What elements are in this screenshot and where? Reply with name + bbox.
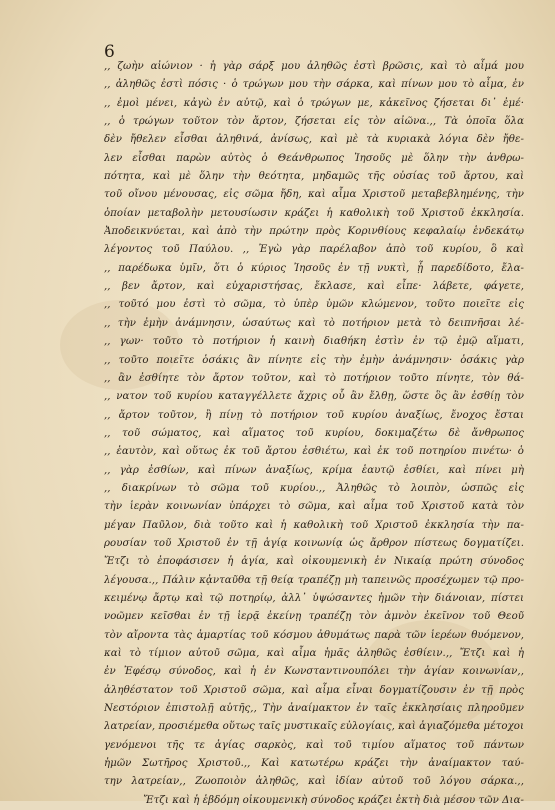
text-line: ,, ζωὴν αἰώνιον · ἡ γὰρ σάρξ μου ἀληθῶς ἐστὶ βρῶσις, καὶ τὸ αἷμά μου bbox=[104, 61, 524, 72]
text-line: λεν εἶσθαι παρὼν αὐτὸς ὁ Θεάνθρωπος Ἰησοῦς μὲ ὅλην τὴν ἀνθρω- bbox=[104, 152, 524, 164]
text-line: την λατρείαν,, Ζωοποιὸν ἀληθῶς, καὶ ἰδίαν αὐτοῦ τοῦ λόγου σάρκα.,, bbox=[104, 776, 524, 788]
text-line: ,, διακρίνων τὸ σῶμα τοῦ κυρίου.,, Ἀληθῶς τὸ λοιπὸν, ὡσπῶς εἰς bbox=[104, 482, 524, 494]
text-line: νοῶμεν κεῖσθαι ἐν τῇ ἱερᾷ ἐκείνῃ τραπέζῃ τὸν ἀμνὸν ἐκεῖνον τοῦ Θεοῦ bbox=[104, 611, 524, 623]
text-line: ,, τοῦτο ποιεῖτε ὁσάκις ἂν πίνητε εἰς τὴν ἐμὴν ἀνάμνησιν· ὁσάκις γὰρ bbox=[104, 354, 524, 366]
text-line: ,, ἂν ἐσθίητε τὸν ἄρτον τοῦτον, καὶ τὸ ποτήριον τοῦτο πίνητε, τὸν θά- bbox=[104, 372, 524, 384]
text-line: γενόμενοι τῆς τε ἁγίας σαρκὸς, καὶ τοῦ τιμίου αἵματος τοῦ πάντων bbox=[104, 739, 524, 751]
text-line: Νεστόριον ἐπιστολῇ αὐτῆς,, Τὴν ἀναίμακτον ἐν ταῖς ἐκκλησίαις πληροῦμεν bbox=[104, 703, 524, 715]
text-line: ἡμῶν Σωτῆρος Χριστοῦ.,, Καὶ κατωτέρω κράζει τὴν ἀναίμακτον ταύ- bbox=[104, 758, 524, 770]
text-line: ὁποίαν μεταβολὴν μετουσίωσιν κράζει ἡ καθολικὴ τοῦ Χριστοῦ ἐκκλησία. bbox=[104, 207, 524, 219]
text-line: ,, τὴν ἐμὴν ἀνάμνησιν, ὡσαύτως καὶ τὸ ποτήριον μετὰ τὸ δειπνῆσαι λέ- bbox=[104, 317, 524, 329]
text-line: ,, ἀληθῶς ἐστὶ πόσις · ὁ τρώγων μου τὴν σάρκα, καὶ πίνων μου τὸ αἷμα, ἐν bbox=[104, 79, 524, 91]
text-line: λέγουσα.,, Πάλιν κᾀνταῦθα τῇ θείᾳ τραπέζῃ μὴ ταπεινῶς προσέχωμεν τῷ προ- bbox=[104, 574, 524, 586]
text-line: καὶ τὸ τίμιον αὐτοῦ σῶμα, καὶ αἷμα ἡμᾶς ἀληθῶς ἐσθίειν.,, Ἔτζι καὶ ἡ bbox=[104, 648, 524, 659]
text-line: ,, ἄρτον τοῦτον, ἢ πίνῃ τὸ ποτήριον τοῦ κυρίου ἀναξίως, ἔνοχος ἔσται bbox=[104, 409, 524, 421]
text-line: ,, νατον τοῦ κυρίου καταγγέλλετε ἄχρις οὗ ἂν ἔλθῃ, ὥστε ὃς ἂν ἐσθίῃ τὸν bbox=[104, 391, 524, 403]
text-line: ,, γὰρ ἐσθίων, καὶ πίνων ἀναξίως, κρίμα ἑαυτῷ ἐσθίει, καὶ πίνει μὴ bbox=[104, 464, 524, 476]
page-number: 6 bbox=[104, 42, 115, 62]
text-line: ἐν Ἐφέσῳ σύνοδος, καὶ ἡ ἐν Κωνσταντινουπόλει τὴν ἁγίαν κοινωνίαν,, bbox=[104, 666, 524, 678]
text-line: δὲν ἤθελεν εἶσθαι ἀληθινά, ἀνίσως, καὶ μὲ τὰ κυριακὰ λόγια δὲν ἤθε- bbox=[104, 134, 524, 146]
text-line: ,, βεν ἄρτον, καὶ εὐχαριστήσας, ἔκλασε, καὶ εἶπε· λάβετε, φάγετε, bbox=[104, 281, 524, 293]
text-line: ρουσίαν τοῦ Χριστοῦ ἐν τῇ ἁγίᾳ κοινωνίᾳ ὡς ἄρθρον πίστεως δογματίζει. bbox=[104, 537, 524, 549]
text-line: ,, γων· τοῦτο τὸ ποτήριον ἡ καινὴ διαθήκη ἐστὶν ἐν τῷ ἐμῷ αἵματι, bbox=[104, 336, 524, 348]
text-line: ,, ἑαυτὸν, καὶ οὕτως ἐκ τοῦ ἄρτου ἐσθιέτω, καὶ ἐκ τοῦ ποτηρίου πινέτω· ὁ bbox=[104, 446, 524, 458]
text-line: τοῦ οἴνου μένουσας, εἰς σῶμα ἤδη, καὶ αἷμα Χριστοῦ μεταβεβλημένης, τὴν bbox=[104, 189, 524, 201]
text-line: ,, παρέδωκα ὑμῖν, ὅτι ὁ κύριος Ἰησοῦς ἐν τῇ νυκτὶ, ᾗ παρεδίδοτο, ἔλα- bbox=[104, 262, 524, 274]
text-line: ἀληθέστατον τοῦ Χριστοῦ σῶμα, καὶ αἷμα εἶναι δογματίζουσιν ἐν τῇ πρὸς bbox=[104, 684, 524, 696]
body-text bbox=[104, 58, 524, 810]
text-line: κειμένῳ ἄρτῳ καὶ τῷ ποτηρίῳ, ἀλλ᾽ ὑψώσαντες ἡμῶν τὴν διάνοιαν, πίστει bbox=[104, 592, 524, 604]
text-line: ,, τοῦ σώματος, καὶ αἵματος τοῦ κυρίου, δοκιμαζέτω δὲ ἄνθρωπος bbox=[104, 427, 524, 439]
text-line: Ἔτζι τὸ ἐποφάσισεν ἡ ἁγία, καὶ οἰκουμενικὴ ἐν Νικαίᾳ πρώτη σύνοδος bbox=[104, 556, 524, 568]
text-line: τὸν αἴροντα τὰς ἁμαρτίας τοῦ κόσμου ἀθυμάτως παρὰ τῶν ἱερέων θυόμενον, bbox=[104, 629, 524, 641]
text-line: λατρείαν, προσιέμεθα οὕτως ταῖς μυστικαῖς εὐλογίαις, καὶ ἁγιαζόμεθα μέτοχοι bbox=[104, 721, 524, 733]
text-line: Ἀποδεικνύεται, καὶ ἀπὸ τὴν πρώτην πρὸς Κορινθίους κεφαλαίῳ ἑνδεκάτῳ bbox=[104, 226, 524, 238]
text-line: λέγοντος τοῦ Παύλου. ,, Ἐγὼ γὰρ παρέλαβον ἀπὸ τοῦ κυρίου, ὃ καὶ bbox=[104, 244, 524, 256]
text-line: τὴν ἱερὰν κοινωνίαν ὑπάρχει τὸ σῶμα, καὶ αἷμα τοῦ Χριστοῦ κατὰ τὸν bbox=[104, 501, 524, 513]
text-line: ,, ὁ τρώγων τοῦτον τὸν ἄρτον, ζήσεται εἰς τὸν αἰῶνα.,, Τὰ ὁποῖα ὅλα bbox=[104, 116, 524, 128]
text-line: πότητα, καὶ μὲ ὅλην τὴν θεότητα, μηδαμῶς τῆς οὐσίας τοῦ ἄρτου, καὶ bbox=[104, 171, 524, 183]
text-line: μέγαν Παῦλον, διὰ τοῦτο καὶ ἡ καθολικὴ τοῦ Χριστοῦ ἐκκλησία τὴν πα- bbox=[104, 519, 524, 531]
text-line: ,, ἐμοὶ μένει, κἀγὼ ἐν αὐτῷ, καὶ ὁ τρώγων με, κἀκεῖνος ζήσεται δι᾽ ἐμέ· bbox=[104, 97, 524, 109]
text-line: Ἔτζι καὶ ἡ ἑβδόμη οἰκουμενικὴ σύνοδος κράζει ἐκτὴ διὰ μέσου τῶν Δια- bbox=[143, 794, 524, 806]
text-line: ,, τοῦτό μου ἐστὶ τὸ σῶμα, τὸ ὑπὲρ ὑμῶν κλώμενον, τοῦτο ποιεῖτε εἰς bbox=[104, 299, 524, 311]
